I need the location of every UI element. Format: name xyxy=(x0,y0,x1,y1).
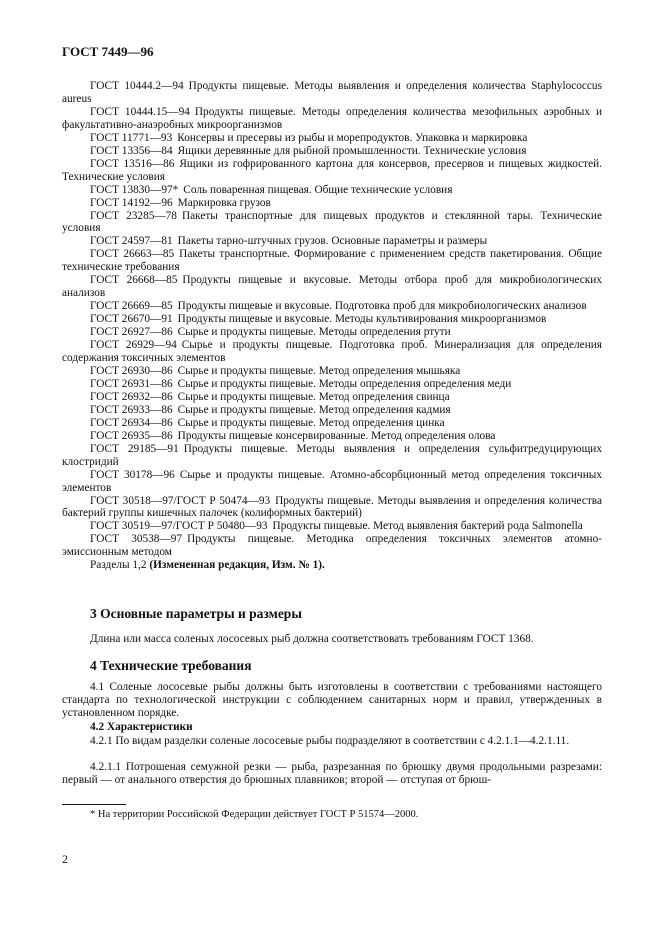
reference-title: Ящики деревянные для рыбной промышленности. Технические условия xyxy=(177,144,527,157)
reference-title: Сырье и продукты пищевые. Подготовка проб. Минерализация для определения содержания токсичных элементов xyxy=(62,339,602,365)
reference-code: ГОСТ 29185—91 xyxy=(90,442,179,455)
reference-item xyxy=(62,520,602,533)
reference-item xyxy=(62,158,602,184)
reference-title: Пакеты транспортные для пищевых продуктов и стеклянной тары. Технические условия xyxy=(62,209,602,235)
paragraph-4-2-1: 4.2.1 По видам разделки соленые лососевые рыбы подразделяют в соответствии с 4.2.1.1—4.2.1.11. xyxy=(90,735,570,747)
reference-code: ГОСТ 26933—86 xyxy=(90,403,173,416)
reference-code: ГОСТ 13516—86 xyxy=(90,157,175,170)
footnote-divider xyxy=(62,804,126,805)
reference-item xyxy=(62,274,602,300)
reference-code: ГОСТ 13830—97* xyxy=(90,183,179,196)
footnote: * На территории Российской Федерации действует ГОСТ Р 51574—2000. xyxy=(90,809,419,820)
amendment-prefix: Разделы 1,2 xyxy=(90,559,147,572)
reference-code: ГОСТ 30519—97/ГОСТ Р 50480—93 xyxy=(90,520,268,533)
reference-code: ГОСТ 14192—96 xyxy=(90,196,173,209)
reference-title: Продукты пищевые и вкусовые. Подготовка проб для микробиологических анализов xyxy=(177,300,587,313)
reference-item xyxy=(62,326,602,339)
reference-item xyxy=(62,235,602,248)
reference-item xyxy=(62,469,602,495)
reference-code: ГОСТ 26934—86 xyxy=(90,416,173,429)
section-3-title: 3 Основные параметры и размеры xyxy=(90,606,302,621)
reference-code: ГОСТ 26935—86 xyxy=(90,429,173,442)
reference-item xyxy=(62,145,602,158)
reference-item xyxy=(62,80,602,106)
reference-code: ГОСТ 26670—91 xyxy=(90,313,173,326)
reference-item xyxy=(62,404,602,417)
reference-title: Пакеты тарно-штучных грузов. Основные параметры и размеры xyxy=(177,235,488,248)
reference-title: Консервы и пресервы из рыбы и морепродуктов. Упаковка и маркировка xyxy=(177,131,528,144)
reference-title: Сырье и продукты пищевые. Метод определения цинка xyxy=(177,416,445,429)
reference-item xyxy=(62,248,602,274)
reference-code: ГОСТ 26927—86 xyxy=(90,326,173,339)
reference-title: Продукты пищевые. Методы выявления и определения сульфитредуцирующих клостридий xyxy=(62,442,602,468)
paragraph-4-1: 4.1 Соленые лососевые рыбы должны быть изготовлены в соответствии с требованиями настоящего стандарта по технологической инструкции с соблюдением санитарных норм и правил, утвержденных в установленном порядке. xyxy=(62,681,602,719)
document-header: ГОСТ 7449—96 xyxy=(62,44,154,59)
reference-code: ГОСТ 30178—96 xyxy=(90,468,175,481)
reference-code: ГОСТ 26669—85 xyxy=(90,300,173,313)
reference-title: Маркировка грузов xyxy=(177,196,271,209)
reference-code: ГОСТ 26931—86 xyxy=(90,377,173,390)
reference-item xyxy=(62,184,602,197)
reference-item xyxy=(62,132,602,145)
reference-title: Сырье и продукты пищевые. Метод определения кадмия xyxy=(177,403,451,416)
reference-item xyxy=(62,378,602,391)
sections-amendment-note xyxy=(62,559,602,572)
section-4-title: 4 Технические требования xyxy=(90,658,252,673)
reference-title: Продукты пищевые. Метод выявления бактерий рода Salmonella xyxy=(272,520,583,533)
reference-title: Сырье и продукты пищевые. Методы определения ртути xyxy=(177,326,451,339)
section-3-text: Длина или масса соленых лососевых рыб должна соответствовать требованиям ГОСТ 1368. xyxy=(90,633,534,645)
reference-item xyxy=(62,495,602,521)
reference-code: ГОСТ 26932—86 xyxy=(90,390,173,403)
reference-title: Продукты пищевые и вкусовые. Методы культивирования микроорганизмов xyxy=(177,313,547,326)
reference-item xyxy=(62,197,602,210)
reference-title: Пакеты транспортные. Формирование с применением средств пакетирования. Общие технические требования xyxy=(62,248,602,274)
reference-item xyxy=(62,300,602,313)
reference-code: ГОСТ 10444.2—94 xyxy=(90,80,184,92)
reference-code: ГОСТ 26663—85 xyxy=(90,248,175,261)
reference-title: Сырье и продукты пищевые. Методы определения определения меди xyxy=(177,377,512,390)
reference-item xyxy=(62,365,602,378)
reference-title: Продукты пищевые. Методы определения количества мезофильных аэробных и факультативно-анаэробных микроорганизмов xyxy=(62,105,602,131)
reference-code: ГОСТ 26929—94 xyxy=(90,339,177,352)
normative-references xyxy=(62,80,602,572)
reference-title: Сырье и продукты пищевые. Метод определения мышьяка xyxy=(177,364,461,377)
reference-code: ГОСТ 13356—84 xyxy=(90,144,173,157)
subsection-4-2-heading: 4.2 Характеристики xyxy=(90,721,193,733)
reference-item xyxy=(62,313,602,326)
reference-title: Продукты пищевые. Методы выявления и определения количества Staphylococcus aureus xyxy=(62,80,602,105)
reference-code: ГОСТ 23285—78 xyxy=(90,209,177,222)
reference-item xyxy=(62,106,602,132)
page-number: 2 xyxy=(62,852,68,866)
reference-title: Продукты пищевые. Методы выявления и определения количества бактерий группы кишечных палочек (колиформных бактерий) xyxy=(62,494,602,520)
reference-item xyxy=(62,430,602,443)
reference-item xyxy=(62,391,602,404)
reference-item xyxy=(62,210,602,236)
reference-code: ГОСТ 26668—85 xyxy=(90,274,178,287)
paragraph-4-2-1-1: 4.2.1.1 Потрошеная семужной резки — рыба, разрезанная по брюшку двумя продольными разрезами: первый — от анального отверстия до брюшных плавников; второй — отступая от брюш- xyxy=(62,761,602,786)
reference-title: Продукты пищевые. Методика определения токсичных элементов атомно-эмиссионным методом xyxy=(62,533,602,559)
reference-code: ГОСТ 30518—97/ГОСТ Р 50474—93 xyxy=(90,494,271,507)
reference-title: Продукты пищевые и вкусовые. Методы отбора проб для микробиологических анализов xyxy=(62,274,602,300)
reference-item xyxy=(62,533,602,559)
reference-item xyxy=(62,339,602,365)
reference-title: Сырье и продукты пищевые. Атомно-абсорбционный метод определения токсичных элементов xyxy=(62,468,602,494)
reference-code: ГОСТ 30538—97 xyxy=(90,533,183,546)
reference-item xyxy=(62,417,602,430)
reference-code: ГОСТ 10444.15—94 xyxy=(90,105,190,118)
reference-title: Ящики из гофрированного картона для консервов, пресервов и пищевых жидкостей. Технические условия xyxy=(62,157,602,183)
reference-item xyxy=(62,443,602,469)
reference-title: Соль поваренная пищевая. Общие технические условия xyxy=(183,183,453,196)
reference-code: ГОСТ 24597—81 xyxy=(90,235,173,248)
reference-code: ГОСТ 11771—93 xyxy=(90,131,173,144)
reference-title: Сырье и продукты пищевые. Метод определения свинца xyxy=(177,390,450,403)
amendment-bold: (Измененная редакция, Изм. № 1). xyxy=(149,559,325,572)
reference-title: Продукты пищевые консервированные. Метод определения олова xyxy=(177,429,496,442)
reference-code: ГОСТ 26930—86 xyxy=(90,364,173,377)
